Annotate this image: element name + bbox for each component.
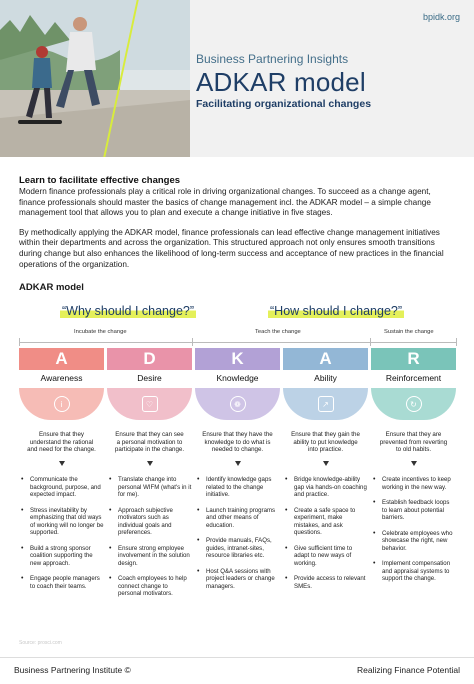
stage-line-sustain <box>370 342 456 343</box>
action-list <box>371 476 456 583</box>
arrow-down-icon <box>235 461 241 466</box>
footer-right: Realizing Finance Potential <box>356 665 460 675</box>
column-letter: K <box>195 348 280 370</box>
page-subtitle: Facilitating organizational changes <box>196 98 372 110</box>
column-reinforcement <box>371 348 456 591</box>
list-item: • Approach subjective motivators such as individual goals and preferences. <box>107 507 192 537</box>
column-name: Desire <box>137 373 162 383</box>
column-wave <box>195 388 280 420</box>
column-description: Ensure that they have the knowledge to do what is needed to change. <box>202 431 273 454</box>
arrow-down-icon <box>59 461 65 466</box>
intro-section <box>19 175 459 279</box>
list-item: • Translate change into personal WIFM (what's in it for me). <box>107 476 192 499</box>
presentation-icon: ↗ <box>318 396 334 412</box>
brain-icon: ❁ <box>230 396 246 412</box>
header-banner <box>0 0 474 157</box>
column-wave <box>19 388 104 420</box>
column-wave <box>107 388 192 420</box>
list-item: • Coach employees to help connect change to personal motivators. <box>107 575 192 598</box>
quote-why <box>60 304 196 318</box>
list-item: • Create incentives to keep working in the new way. <box>371 476 456 491</box>
column-name: Knowledge <box>216 373 259 383</box>
footer-divider <box>0 657 474 658</box>
stage-divider <box>456 338 457 346</box>
list-item: • Engage people managers to coach their teams. <box>19 575 104 590</box>
column-description: Ensure that they gain the ability to put knowledge into practice. <box>291 431 360 454</box>
column-letter: A <box>283 348 368 370</box>
action-list <box>195 476 280 590</box>
column-ability <box>283 348 368 598</box>
quote-why-text: “Why should I change?” <box>62 304 195 318</box>
column-letter: D <box>107 348 192 370</box>
stage-incubate: Incubate the change <box>74 329 127 335</box>
list-item: • Implement compensation and appraisal systems to support the change. <box>371 560 456 583</box>
header-kicker: Business Partnering Insights <box>196 52 349 66</box>
intro-paragraph-2: By methodically applying the ADKAR model, finance professionals can lead effective change management initiatives within their departments and across the organization. This structured approach not only ensures smooth transitions during change but also enhances the likelihood of long-term success and acceptance of new practices in the financial operations of the organization. <box>19 227 444 269</box>
list-item: • Give sufficient time to adapt to new ways of working. <box>283 545 368 568</box>
column-name: Reinforcement <box>385 373 442 383</box>
list-item: • Create a safe space to experiment, make mistakes, and ask questions. <box>283 507 368 537</box>
list-item: • Build a strong sponsor coalition supporting the new approach. <box>19 545 104 568</box>
quote-how-text: “How should I change?” <box>270 304 403 318</box>
arrow-down-icon <box>323 461 329 466</box>
column-name: Awareness <box>40 373 83 383</box>
column-description: Ensure that they can see a personal motivation to participate in the change. <box>114 431 185 454</box>
stage-line-incubate <box>19 342 192 343</box>
intro-paragraph-1: Modern finance professionals play a critical role in driving organizational changes. To succeed as a change agent, finance professionals should master the basics of change management incl. the ADKAR model – a simple change management tool that allows you to plan and execute a change initiative in five stages. <box>19 187 431 218</box>
heart-icon: ♡ <box>142 396 158 412</box>
column-description: Ensure that they are prevented from reverting to old habits. <box>379 431 448 454</box>
action-list <box>19 476 104 590</box>
column-letter: A <box>19 348 104 370</box>
list-item: • Provide access to relevant SMEs. <box>283 575 368 590</box>
action-list <box>283 476 368 590</box>
intro-heading: Learn to facilitate effective changes <box>19 175 181 186</box>
footer-left: Business Partnering Institute © <box>14 665 131 675</box>
stage-sustain: Sustain the change <box>384 329 434 335</box>
list-item: • Launch training programs and other means of education. <box>195 507 280 530</box>
stage-teach: Teach the change <box>255 329 301 335</box>
list-item: • Host Q&A sessions with project leaders or change managers. <box>195 568 280 591</box>
list-item: • Celebrate employees who showcase the right, new behavior. <box>371 530 456 553</box>
column-letter: R <box>371 348 456 370</box>
model-heading: ADKAR model <box>19 282 84 293</box>
source-note: Source: prosci.com <box>19 640 62 646</box>
column-wave <box>371 388 456 420</box>
hero-photo <box>0 0 190 157</box>
column-name: Ability <box>314 373 337 383</box>
arrow-down-icon <box>147 461 153 466</box>
column-awareness <box>19 348 104 598</box>
action-list <box>107 476 192 598</box>
list-item: • Identify knowledge gaps related to the change initiative. <box>195 476 280 499</box>
arrow-down-icon <box>411 461 417 466</box>
stage-line-teach <box>192 342 370 343</box>
list-item: • Stress inevitability by emphasizing that old ways of working will no longer be supported. <box>19 507 104 537</box>
list-item: • Provide manuals, FAQs, guides, intranet-sites, resource libraries etc. <box>195 537 280 560</box>
list-item: • Bridge knowledge-ability gap via hands-on coaching and practice. <box>283 476 368 499</box>
column-desire <box>107 348 192 606</box>
column-wave <box>283 388 368 420</box>
page-title: ADKAR model <box>196 67 366 97</box>
brand-url[interactable]: bpidk.org <box>422 12 460 22</box>
refresh-icon: ↻ <box>406 396 422 412</box>
quote-how <box>268 304 404 318</box>
list-item: • Communicate the background, purpose, and expected impact. <box>19 476 104 499</box>
info-icon: i <box>54 396 70 412</box>
list-item: • Establish feedback loops to learn about potential barriers. <box>371 499 456 522</box>
column-description: Ensure that they understand the rational and need for the change. <box>27 431 96 454</box>
list-item: • Ensure strong employee involvement in the solution design. <box>107 545 192 568</box>
column-knowledge <box>195 348 280 598</box>
